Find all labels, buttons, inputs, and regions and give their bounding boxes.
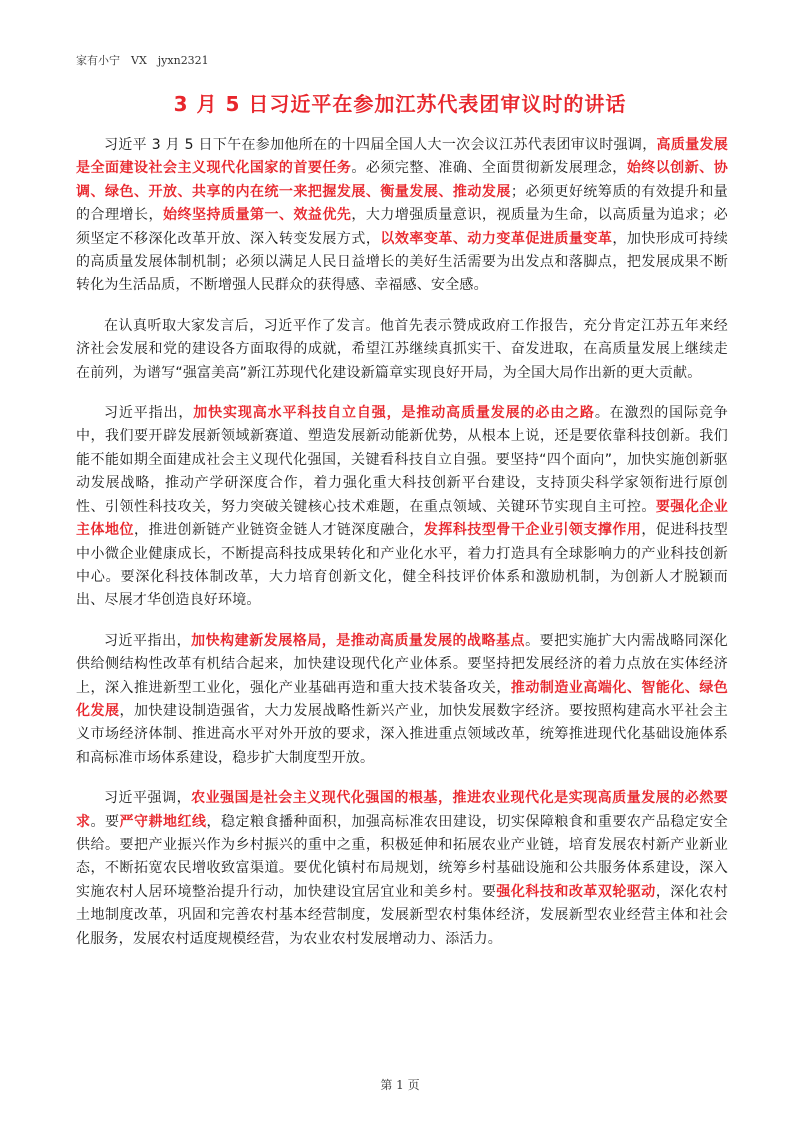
page-number: 第 1 页: [380, 1078, 420, 1092]
paragraph-text: ，加快建设制造强省，大力发展战略性新兴产业，加快发展数字经济。要按照构建高水平社会主义市场经济体制、推进高水平对外开放的要求，深入推进重点领域改革，统筹推进现代化基础设施体系和高标准市场体系建设，稳步扩大制度型开放。: [76, 702, 728, 766]
paragraph-text: 习近平指出，: [104, 632, 192, 649]
paragraph-text: ，促进科技型中小微企业健康成长，不断提高科技成果转化和产业化水平，着力打造具有全球影响力的产业科技创新中心。要深化科技体制改革，大力培育创新文化，健全科技评价体系和激励机制，为创新人才脱颖而出、尽展才华创造良好环境。: [76, 522, 729, 609]
header-note: 家有小宁 VX jyxn2321: [76, 54, 209, 67]
paragraph-text: ；必须更好统筹质的有效提升和量的合理增长，: [76, 183, 729, 224]
highlighted-text: 始终以创新、协调、绿色、开放、共享的内在统一来把握发展、衡量发展、推动发展: [76, 160, 728, 200]
highlighted-text: 要强化企业主体地位: [76, 498, 729, 539]
paragraph-text: 。在激烈的国际竞争中，我们要开辟发展新领域新赛道、塑造发展新动能新优势，从根本上说，还是要依靠科技创新。我们能不能如期全面建成社会主义现代化强国，关键看科技自立自强。要坚持“四个面向”，加快实施创新驱动发展战略，推动产学研深度合作，着力强化重大科技创新平台建设，支持顶尖科学家领衔进行原创性、引领性科技攻关，努力突破关键核心技术难题，在重点领域、关键环节实现自主可控。: [76, 405, 728, 515]
paragraph-text: ，大力增强质量意识，视质量为生命，以高质量为追求；必须坚定不移深化改革开放、深入转变发展方式，: [76, 207, 728, 247]
document-body: [76, 134, 728, 968]
paragraph-5: [76, 787, 728, 951]
highlighted-text: 始终坚持质量第一、效益优先: [162, 207, 352, 224]
paragraph-text: 习近平强调，: [104, 790, 192, 807]
paragraph-text: 习近平 3 月 5 日下午在参加他所在的十四届全国人大一次会议江苏代表团审议时强调，: [104, 137, 657, 153]
paragraph-4: [76, 630, 728, 770]
paragraph-text: ，深化农村土地制度改革，巩固和完善农村基本经营制度，发展新型农村集体经济，发展新型农业经营主体和社会化服务，发展农村适度规模经营，为农业农村发展增动力、添活力。: [76, 883, 728, 947]
paragraph-text: 。要把实施扩大内需战略同深化供给侧结构性改革有机结合起来，加快建设现代化产业体系。要坚持把发展经济的着力点放在实体经济上，深入推进新型工业化，强化产业基础再造和重大技术装备攻关，: [76, 632, 729, 696]
highlighted-text: 加快实现高水平科技自立自强，是推动高质量发展的必由之路: [193, 405, 595, 422]
paragraph-text: 在认真听取大家发言后，习近平作了发言。他首先表示赞成政府工作报告，充分肯定江苏五年来经济社会发展和党的建设各方面取得的成就，希望江苏继续真抓实干、奋发进取，在高质量发展上继续走在前列，为谱写“强富美高”新江苏现代化建设新篇章实现良好开局，为全国大局作出新的更大贡献。: [76, 317, 728, 381]
paragraph-3: [76, 402, 728, 613]
paragraph-text: 习近平指出，: [104, 405, 194, 422]
paragraph-text: 。必须完整、准确、全面贯彻新发展理念，: [351, 160, 627, 177]
paragraph-1: [76, 134, 728, 298]
highlighted-text: 高质量发展是全面建设社会主义现代化国家的首要任务: [76, 137, 728, 177]
highlighted-text: 以效率变革、动力变革促进质量变革: [380, 230, 613, 247]
highlighted-text: 农业强国是社会主义现代化强国的根基，推进农业现代化是实现高质量发展的必然要求: [76, 790, 729, 830]
paragraph-text: ，加快形成可持续的高质量发展体制机制；必须以满足人民日益增长的美好生活需要为出发点和落脚点，把发展成果不断转化为生活品质，不断增强人民群众的获得感、幸福感、安全感。: [76, 230, 728, 294]
paragraph-2: [76, 315, 728, 385]
paragraph-text: ，推进创新链产业链资金链人才链深度融合，: [133, 522, 424, 539]
paragraph-text: ，稳定粮食播种面积，加强高标准农田建设，切实保障粮食和重要农产品稳定安全供给。要把产业振兴作为乡村振兴的重中之重，积极延伸和拓展农业产业链，培育发展农村新产业新业态，不断拓宽农民增收致富渠道。要优化镇村布局规划，统筹乡村基础设施和公共服务体系建设，深入实施农村人居环境整治提升行动，加快建设宜居宜业和美乡村。要: [76, 813, 729, 900]
highlighted-text: 推动制造业高端化、智能化、绿色化发展: [76, 679, 729, 719]
highlighted-text: 发挥科技型骨干企业引领支撑作用: [423, 522, 642, 539]
page-title: 3 月 5 日习近平在参加江苏代表团审议时的讲话: [173, 92, 627, 116]
paragraph-text: 。要: [90, 813, 120, 830]
highlighted-text: 强化科技和改革双轮驱动: [496, 883, 656, 900]
highlighted-text: 加快构建新发展格局，是推动高质量发展的战略基点: [191, 632, 526, 649]
highlighted-text: 严守耕地红线: [119, 813, 207, 830]
